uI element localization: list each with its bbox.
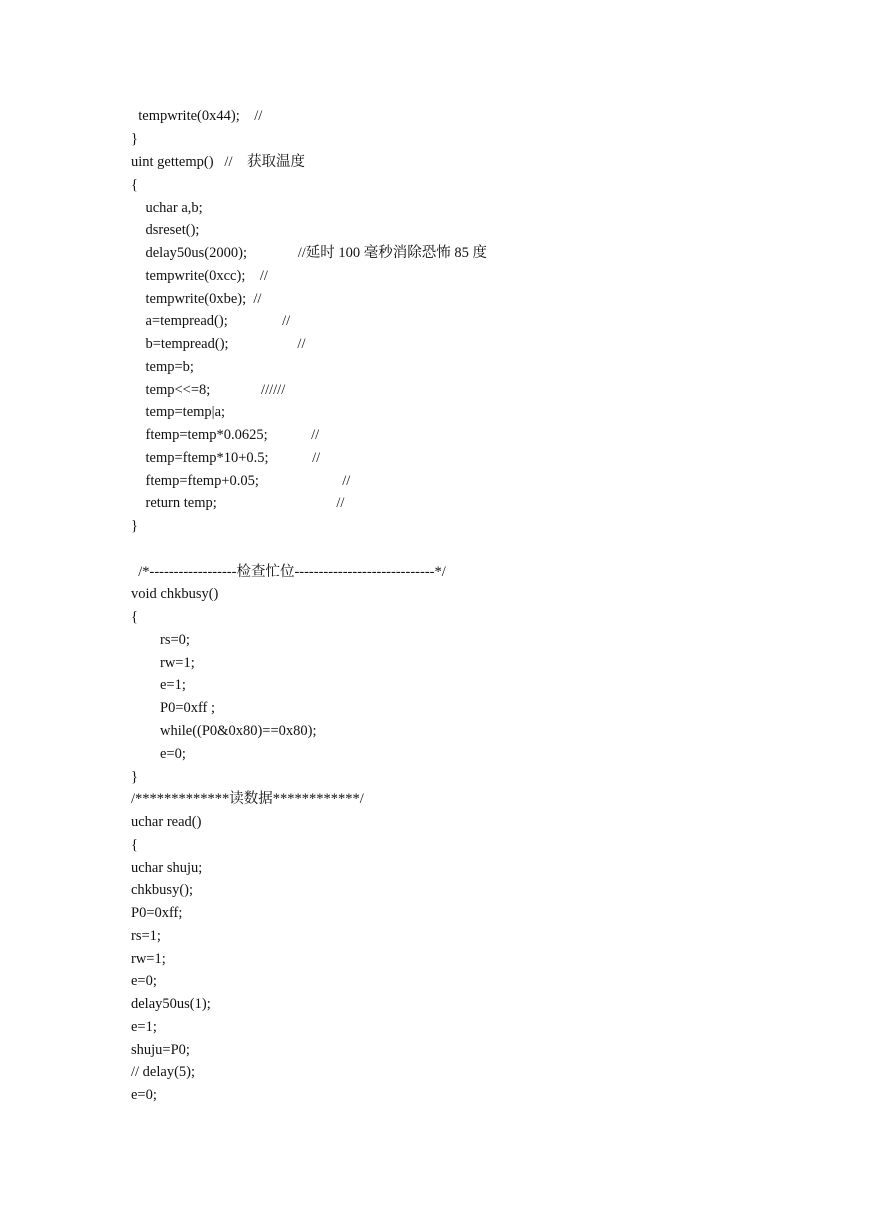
- code-line: }: [131, 518, 138, 534]
- code-line: b=tempread(); //: [131, 336, 306, 352]
- code-line: /*------------------检查忙位-----------------------------*/: [131, 564, 446, 580]
- code-line: temp=temp|a;: [131, 404, 226, 420]
- code-line: a=tempread(); //: [131, 313, 291, 329]
- code-line: temp=b;: [131, 359, 194, 375]
- code-line: rs=1;: [131, 928, 161, 944]
- code-line: {: [131, 177, 138, 193]
- code-line: P0=0xff;: [131, 905, 183, 921]
- code-line: // delay(5);: [131, 1064, 196, 1080]
- code-line: rs=0;: [131, 632, 190, 648]
- code-line: rw=1;: [131, 951, 166, 967]
- code-line: tempwrite(0xbe); //: [131, 291, 262, 307]
- code-line: uint gettemp() // 获取温度: [131, 154, 305, 170]
- code-line: /*************读数据************/: [131, 791, 364, 807]
- code-line: temp<<=8; //////: [131, 382, 286, 398]
- code-line: return temp; //: [131, 495, 345, 511]
- code-line: uchar shuju;: [131, 860, 203, 876]
- code-line: while((P0&0x80)==0x80);: [131, 723, 317, 739]
- code-line: uchar a,b;: [131, 200, 203, 216]
- code-line: }: [131, 769, 138, 785]
- code-line: ftemp=ftemp+0.05; //: [131, 473, 351, 489]
- code-line: void chkbusy(): [131, 586, 219, 602]
- code-line: e=0;: [131, 746, 186, 762]
- code-line: {: [131, 609, 138, 625]
- code-line: e=0;: [131, 1087, 157, 1103]
- code-line: {: [131, 837, 138, 853]
- code-line: chkbusy();: [131, 882, 194, 898]
- code-line: delay50us(1);: [131, 996, 211, 1012]
- code-line: e=0;: [131, 973, 157, 989]
- code-line: rw=1;: [131, 655, 195, 671]
- code-line: tempwrite(0xcc); //: [131, 268, 268, 284]
- code-line: ftemp=temp*0.0625; //: [131, 427, 320, 443]
- code-line: }: [131, 131, 138, 147]
- code-line: temp=ftemp*10+0.5; //: [131, 450, 321, 466]
- code-line: P0=0xff ;: [131, 700, 216, 716]
- code-line: shuju=P0;: [131, 1042, 190, 1058]
- code-line: e=1;: [131, 677, 186, 693]
- code-line: e=1;: [131, 1019, 157, 1035]
- code-line: uchar read(): [131, 814, 202, 830]
- code-line: tempwrite(0x44); //: [131, 108, 263, 124]
- code-line: delay50us(2000); //延时 100 毫秒消除恐怖 85 度: [131, 245, 488, 261]
- code-line: dsreset();: [131, 222, 200, 238]
